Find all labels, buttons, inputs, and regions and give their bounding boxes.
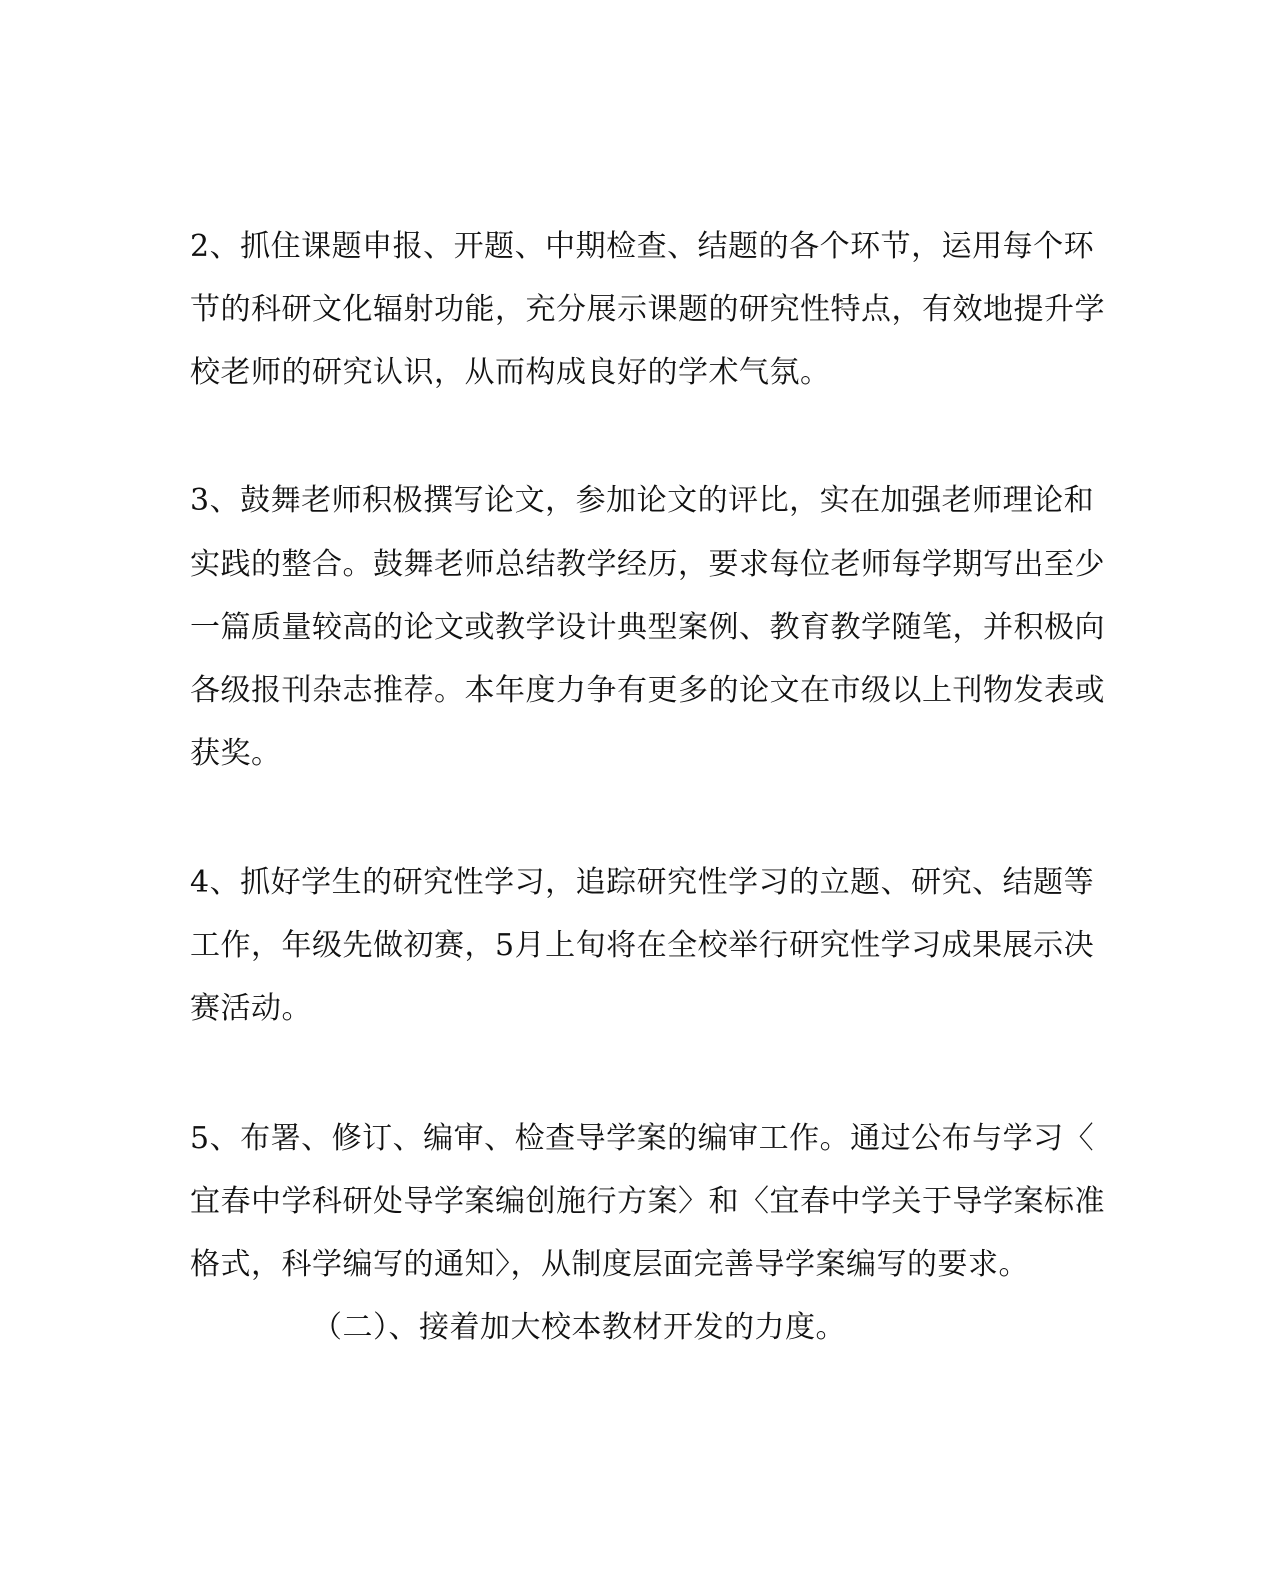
paragraph-line: 2、抓住课题申报、开题、中期检查、结题的各个环节，运用每个环: [190, 229, 1095, 264]
paragraph-line: 工作，年级先做初赛，5月上旬将在全校举行研究性学习成果展示决: [190, 928, 1095, 963]
paragraph-line: 赛活动。: [190, 991, 312, 1026]
paragraph-line: 一篇质量较高的论文或教学设计典型案例、教育教学随笔，并积极向: [190, 610, 1105, 645]
paragraph-line: 格式，科学编写的通知〉，从制度层面完善导学案编写的要求。: [190, 1247, 1029, 1282]
section-heading: （二）、接着加大校本教材开发的力度。: [312, 1310, 846, 1345]
paragraph-line: 节的科研文化辐射功能，充分展示课题的研究性特点，有效地提升学: [190, 292, 1105, 327]
paragraph-line: 宜春中学科研处导学案编创施行方案〉和〈宜春中学关于导学案标准: [190, 1184, 1105, 1219]
paragraph-line: 5、布署、修订、编审、检查导学案的编审工作。通过公布与学习〈: [190, 1121, 1095, 1156]
paragraph-line: 各级报刊杂志推荐。本年度力争有更多的论文在市级以上刊物发表或: [190, 673, 1105, 708]
paragraph-line: 3、鼓舞老师积极撰写论文，参加论文的评比，实在加强老师理论和: [190, 483, 1095, 518]
paragraph-line: 校老师的研究认识，从而构成良好的学术气氛。: [190, 355, 831, 390]
paragraph-line: 获奖。: [190, 736, 282, 771]
paragraph-line: 4、抓好学生的研究性学习，追踪研究性学习的立题、研究、结题等: [190, 865, 1095, 900]
paragraph-line: 实践的整合。鼓舞老师总结教学经历，要求每位老师每学期写出至少: [190, 547, 1105, 582]
